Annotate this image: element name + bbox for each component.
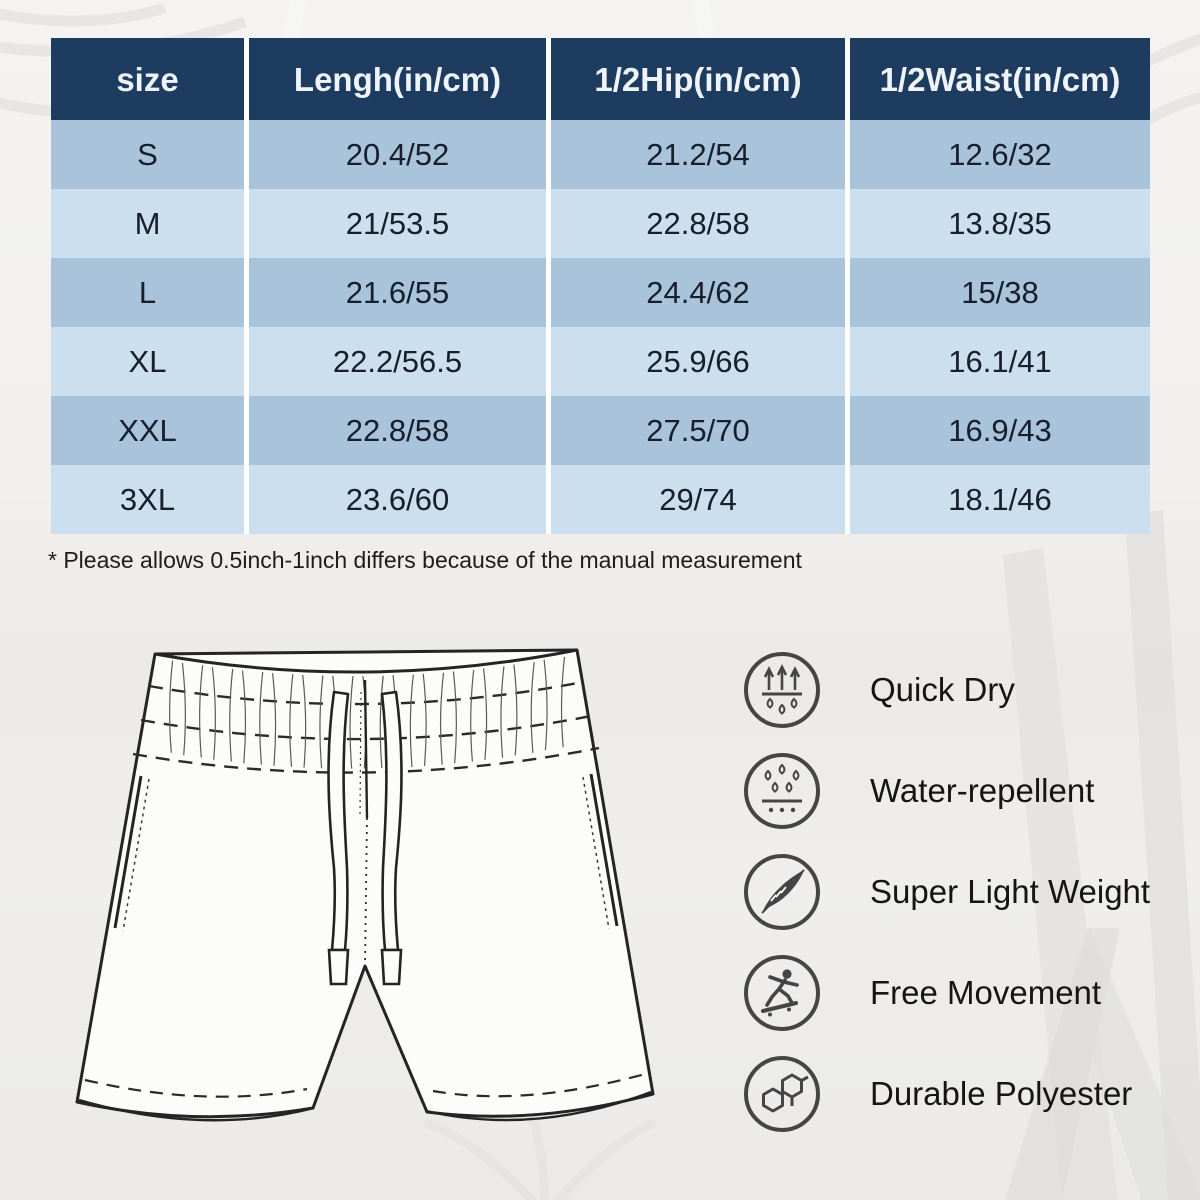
waist-value: 15/38 <box>850 258 1150 327</box>
hip-value: 22.8/58 <box>551 189 845 258</box>
size-label: XL <box>51 327 244 396</box>
hip-value: 24.4/62 <box>551 258 845 327</box>
size-label: 3XL <box>51 465 244 534</box>
length-value: 21.6/55 <box>249 258 546 327</box>
length-value: 23.6/60 <box>249 465 546 534</box>
feature-list <box>742 650 1192 1134</box>
column-header-hip: 1/2Hip(in/cm) <box>551 38 845 120</box>
column-header-length: Lengh(in/cm) <box>249 38 546 120</box>
feature-super-light-weight <box>742 852 1192 932</box>
length-value: 20.4/52 <box>249 120 546 189</box>
waist-value: 13.8/35 <box>850 189 1150 258</box>
hip-value: 29/74 <box>551 465 845 534</box>
hip-value: 25.9/66 <box>551 327 845 396</box>
column-header-size: size <box>51 38 244 120</box>
size-label: L <box>51 258 244 327</box>
column-header-waist: 1/2Waist(in/cm) <box>850 38 1150 120</box>
waist-value: 16.9/43 <box>850 396 1150 465</box>
feature-label: Water-repellent <box>870 772 1095 809</box>
quick-dry-icon <box>742 650 822 730</box>
size-label: S <box>51 120 244 189</box>
feature-label: Super Light Weight <box>870 873 1151 910</box>
hip-value: 21.2/54 <box>551 120 845 189</box>
feature-label: Free Movement <box>870 974 1102 1011</box>
size-label: XXL <box>51 396 244 465</box>
feather-icon <box>742 852 822 932</box>
measurement-note: * Please allows 0.5inch-1inch differs because of the manual measurement <box>48 547 802 573</box>
skater-icon <box>742 953 822 1033</box>
waist-value: 12.6/32 <box>850 120 1150 189</box>
feature-label: Durable Polyester <box>870 1075 1133 1112</box>
feature-free-movement <box>742 953 1192 1033</box>
hip-value: 27.5/70 <box>551 396 845 465</box>
size-label: M <box>51 189 244 258</box>
length-value: 21/53.5 <box>249 189 546 258</box>
feature-label: Quick Dry <box>870 671 1015 708</box>
length-value: 22.2/56.5 <box>249 327 546 396</box>
water-repellent-icon <box>742 751 822 831</box>
waist-value: 16.1/41 <box>850 327 1150 396</box>
feature-quick-dry <box>742 650 1192 730</box>
shorts-technical-drawing <box>55 628 675 1148</box>
length-value: 22.8/58 <box>249 396 546 465</box>
size-chart-table <box>51 38 1150 534</box>
molecule-icon <box>742 1054 822 1134</box>
feature-water-repellent <box>742 751 1192 831</box>
waist-value: 18.1/46 <box>850 465 1150 534</box>
feature-durable-polyester <box>742 1054 1192 1134</box>
